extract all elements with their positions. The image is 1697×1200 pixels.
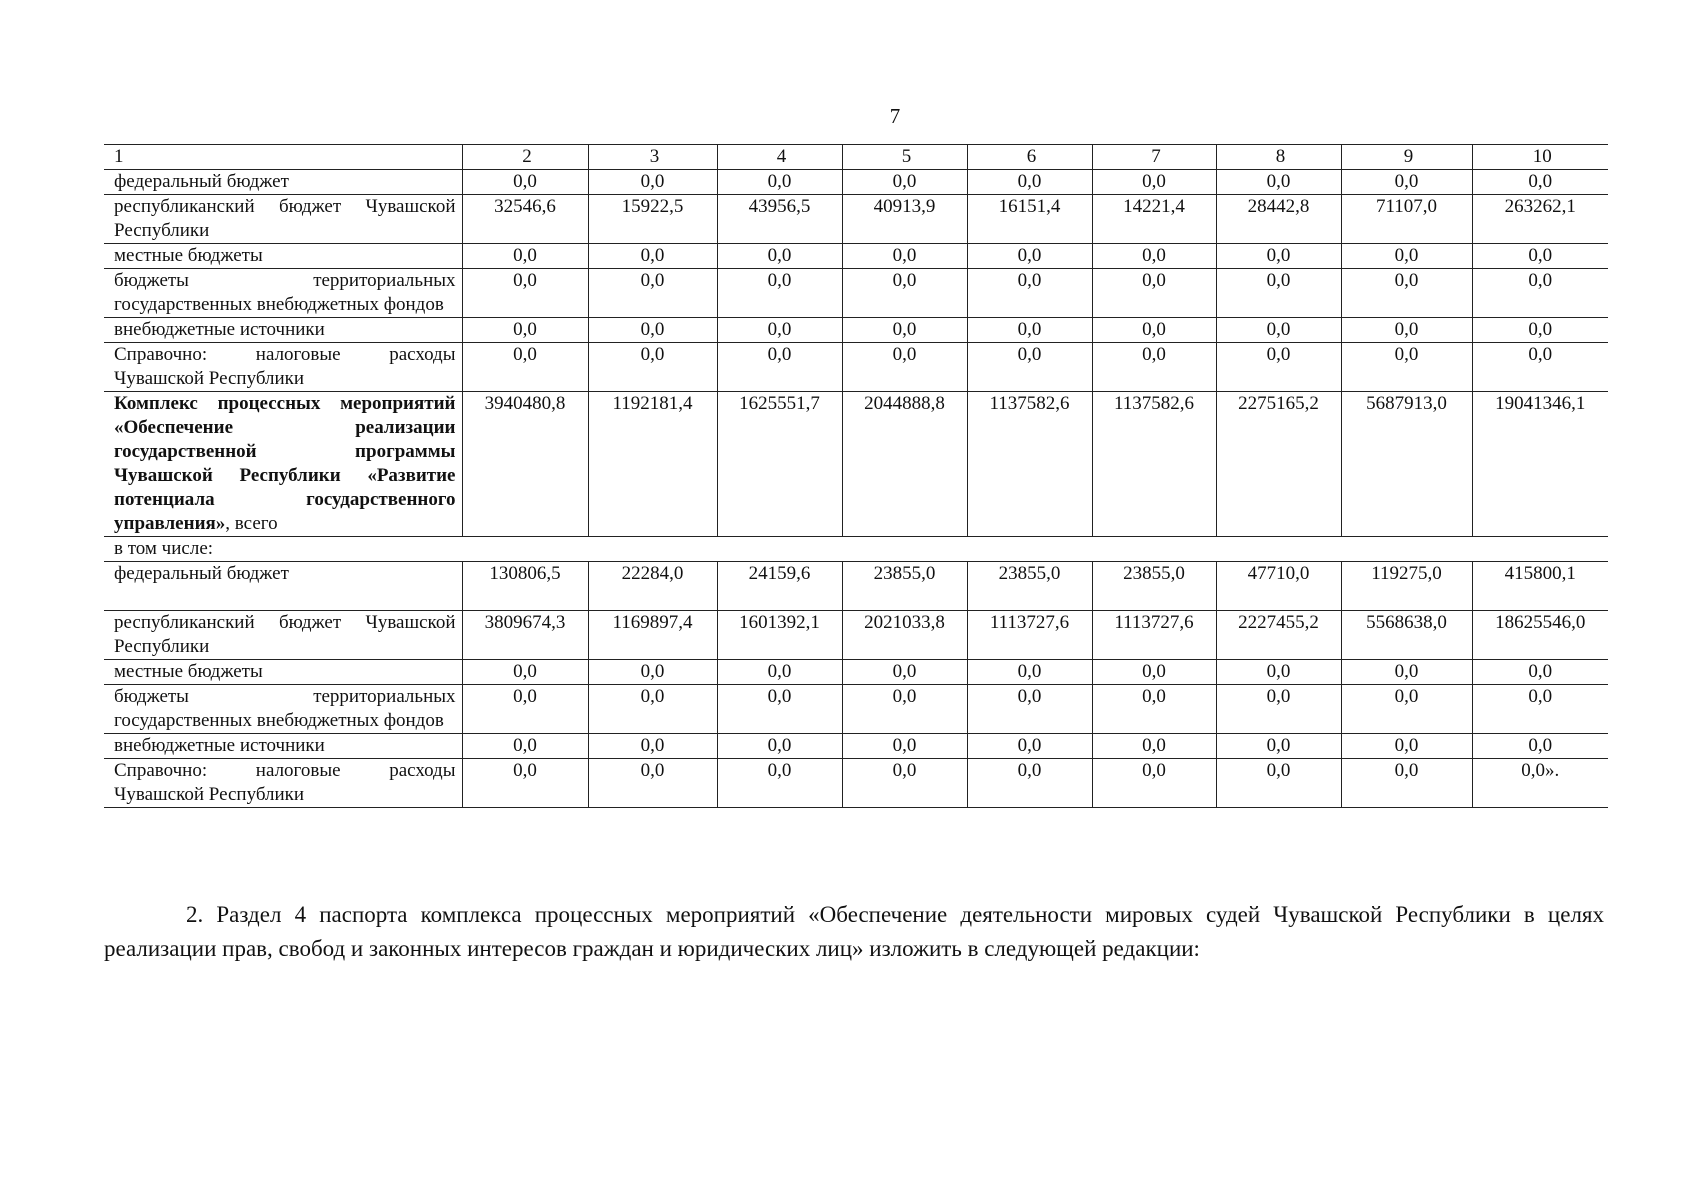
header-cell: 2 [462, 145, 588, 170]
value-cell: 0,0 [842, 685, 967, 734]
empty-cell [717, 537, 842, 562]
table-row [104, 195, 1608, 244]
table-row [104, 318, 1608, 343]
value-cell: 0,0 [1341, 170, 1472, 195]
value-cell: 0,0 [842, 269, 967, 318]
value-cell: 0,0 [1341, 660, 1472, 685]
value-cell: 3809674,3 [462, 611, 588, 660]
value-cell: 0,0 [967, 170, 1092, 195]
row-label: в том числе: [104, 537, 462, 562]
value-cell: 0,0 [1472, 318, 1608, 343]
row-label: местные бюджеты [104, 660, 462, 685]
table-row [104, 269, 1608, 318]
value-cell: 0,0 [1216, 269, 1341, 318]
value-cell: 0,0 [1216, 759, 1341, 808]
value-cell: 5687913,0 [1341, 392, 1472, 537]
value-cell: 0,0 [1341, 759, 1472, 808]
value-cell: 0,0 [717, 660, 842, 685]
value-cell: 0,0 [1472, 244, 1608, 269]
row-label: Справочно: налоговые расходы Чувашской Республики [104, 343, 462, 392]
table-row [104, 759, 1608, 808]
empty-cell [1472, 537, 1608, 562]
value-cell: 0,0 [1472, 734, 1608, 759]
value-cell: 0,0 [462, 759, 588, 808]
value-cell: 0,0 [1472, 170, 1608, 195]
value-cell: 0,0 [588, 759, 717, 808]
value-cell: 0,0 [462, 269, 588, 318]
value-cell: 0,0 [842, 734, 967, 759]
value-cell: 0,0 [462, 244, 588, 269]
value-cell: 2044888,8 [842, 392, 967, 537]
value-cell: 0,0 [967, 269, 1092, 318]
header-cell: 8 [1216, 145, 1341, 170]
value-cell: 0,0 [1092, 244, 1216, 269]
value-cell: 0,0 [588, 660, 717, 685]
value-cell: 3940480,8 [462, 392, 588, 537]
empty-cell [967, 537, 1092, 562]
value-cell: 0,0 [1216, 660, 1341, 685]
value-cell: 16151,4 [967, 195, 1092, 244]
header-cell: 4 [717, 145, 842, 170]
value-cell: 0,0 [1341, 244, 1472, 269]
header-cell: 3 [588, 145, 717, 170]
value-cell: 0,0 [717, 318, 842, 343]
value-cell: 1137582,6 [967, 392, 1092, 537]
value-cell: 0,0 [1216, 343, 1341, 392]
value-cell: 23855,0 [1092, 562, 1216, 611]
row-label: бюджеты территориальных государственных внебюджетных фондов [104, 685, 462, 734]
value-cell: 1192181,4 [588, 392, 717, 537]
value-cell: 1601392,1 [717, 611, 842, 660]
value-cell: 1137582,6 [1092, 392, 1216, 537]
value-cell: 0,0 [462, 660, 588, 685]
row-label: федеральный бюджет [104, 170, 462, 195]
header-cell: 10 [1472, 145, 1608, 170]
value-cell: 0,0 [967, 685, 1092, 734]
value-cell: 0,0 [967, 759, 1092, 808]
value-cell: 0,0 [1092, 660, 1216, 685]
value-cell: 5568638,0 [1341, 611, 1472, 660]
header-cell: 1 [104, 145, 462, 170]
value-cell: 0,0 [1472, 343, 1608, 392]
value-cell: 0,0 [1216, 318, 1341, 343]
value-cell: 0,0 [967, 318, 1092, 343]
value-cell: 19041346,1 [1472, 392, 1608, 537]
value-cell: 1113727,6 [967, 611, 1092, 660]
value-cell: 0,0 [842, 660, 967, 685]
value-cell: 0,0 [1472, 660, 1608, 685]
row-label: Справочно: налоговые расходы Чувашской Республики [104, 759, 462, 808]
row-label: местные бюджеты [104, 244, 462, 269]
table-header-row [104, 145, 1608, 170]
empty-cell [588, 537, 717, 562]
value-cell: 0,0 [1472, 685, 1608, 734]
value-cell: 23855,0 [967, 562, 1092, 611]
value-cell: 0,0 [1472, 269, 1608, 318]
value-cell: 0,0 [588, 244, 717, 269]
value-cell: 22284,0 [588, 562, 717, 611]
value-cell: 2227455,2 [1216, 611, 1341, 660]
value-cell: 24159,6 [717, 562, 842, 611]
empty-cell [462, 537, 588, 562]
value-cell: 2275165,2 [1216, 392, 1341, 537]
value-cell: 0,0 [1341, 685, 1472, 734]
value-cell: 0,0 [967, 244, 1092, 269]
row-label: бюджеты территориальных государственных внебюджетных фондов [104, 269, 462, 318]
table-row [104, 685, 1608, 734]
value-cell: 32546,6 [462, 195, 588, 244]
table-row [104, 392, 1608, 537]
value-cell: 0,0 [588, 318, 717, 343]
value-cell: 0,0 [462, 343, 588, 392]
value-cell: 0,0 [967, 734, 1092, 759]
value-cell: 0,0 [1092, 318, 1216, 343]
value-cell: 0,0 [842, 759, 967, 808]
table-row [104, 537, 1608, 562]
value-cell: 0,0 [1216, 244, 1341, 269]
value-cell: 0,0 [1092, 170, 1216, 195]
row-label: республиканский бюджет Чувашской Республики [104, 195, 462, 244]
value-cell: 0,0 [1092, 759, 1216, 808]
value-cell: 0,0 [717, 269, 842, 318]
table-row [104, 244, 1608, 269]
value-cell: 0,0 [1092, 685, 1216, 734]
header-cell: 9 [1341, 145, 1472, 170]
row-label: федеральный бюджет [104, 562, 462, 611]
table-row [104, 562, 1608, 611]
value-cell: 14221,4 [1092, 195, 1216, 244]
value-cell: 0,0 [1216, 734, 1341, 759]
value-cell: 2021033,8 [842, 611, 967, 660]
value-cell: 0,0 [967, 343, 1092, 392]
amendment-paragraph: 2. Раздел 4 паспорта комплекса процессных мероприятий «Обеспечение деятельности мировых судей Чувашской Республики в целях реализации прав, свобод и законных интересов граждан и юридических лиц» изложить в следующей редакции: [104, 902, 1604, 961]
value-cell: 263262,1 [1472, 195, 1608, 244]
value-cell: 0,0 [842, 318, 967, 343]
value-cell: 0,0 [1341, 734, 1472, 759]
empty-cell [842, 537, 967, 562]
value-cell: 0,0 [588, 269, 717, 318]
table-row [104, 170, 1608, 195]
value-cell: 1625551,7 [717, 392, 842, 537]
header-cell: 6 [967, 145, 1092, 170]
value-cell: 18625546,0 [1472, 611, 1608, 660]
value-cell: 0,0». [1472, 759, 1608, 808]
value-cell: 0,0 [588, 343, 717, 392]
value-cell: 1169897,4 [588, 611, 717, 660]
empty-cell [1092, 537, 1216, 562]
value-cell: 0,0 [717, 734, 842, 759]
value-cell: 71107,0 [1341, 195, 1472, 244]
value-cell: 0,0 [1341, 269, 1472, 318]
value-cell: 0,0 [588, 685, 717, 734]
value-cell: 0,0 [842, 244, 967, 269]
value-cell: 0,0 [462, 170, 588, 195]
table-row [104, 734, 1608, 759]
value-cell: 0,0 [588, 734, 717, 759]
value-cell: 0,0 [1092, 269, 1216, 318]
value-cell: 0,0 [842, 170, 967, 195]
value-cell: 40913,9 [842, 195, 967, 244]
value-cell: 23855,0 [842, 562, 967, 611]
value-cell: 0,0 [462, 685, 588, 734]
value-cell: 0,0 [462, 734, 588, 759]
value-cell: 119275,0 [1341, 562, 1472, 611]
value-cell: 43956,5 [717, 195, 842, 244]
value-cell: 0,0 [1092, 734, 1216, 759]
row-label: внебюджетные источники [104, 734, 462, 759]
value-cell: 130806,5 [462, 562, 588, 611]
value-cell: 28442,8 [1216, 195, 1341, 244]
value-cell: 0,0 [1216, 170, 1341, 195]
value-cell: 0,0 [1341, 318, 1472, 343]
header-cell: 5 [842, 145, 967, 170]
row-label [104, 392, 462, 537]
value-cell: 0,0 [1341, 343, 1472, 392]
value-cell: 0,0 [1092, 343, 1216, 392]
table-row [104, 660, 1608, 685]
budget-table [104, 144, 1608, 808]
value-cell: 0,0 [462, 318, 588, 343]
empty-cell [1341, 537, 1472, 562]
value-cell: 47710,0 [1216, 562, 1341, 611]
value-cell: 0,0 [1216, 685, 1341, 734]
row-label: республиканский бюджет Чувашской Республики [104, 611, 462, 660]
value-cell: 0,0 [717, 685, 842, 734]
row-label-rest: , всего [225, 513, 278, 534]
value-cell: 0,0 [842, 343, 967, 392]
table-body [104, 145, 1608, 808]
table-row [104, 611, 1608, 660]
value-cell: 0,0 [717, 759, 842, 808]
table-row [104, 343, 1608, 392]
row-label: внебюджетные источники [104, 318, 462, 343]
value-cell: 0,0 [967, 660, 1092, 685]
value-cell: 15922,5 [588, 195, 717, 244]
value-cell: 0,0 [717, 343, 842, 392]
page-number: 7 [889, 104, 901, 128]
value-cell: 0,0 [717, 170, 842, 195]
value-cell: 0,0 [717, 244, 842, 269]
header-cell: 7 [1092, 145, 1216, 170]
value-cell: 0,0 [588, 170, 717, 195]
value-cell: 1113727,6 [1092, 611, 1216, 660]
value-cell: 415800,1 [1472, 562, 1608, 611]
empty-cell [1216, 537, 1341, 562]
row-label-bold: Комплекс процессных мероприятий «Обеспечение реализации государственной программы Чувашской Республики «Развитие потенциала государственного управления» [114, 393, 456, 534]
